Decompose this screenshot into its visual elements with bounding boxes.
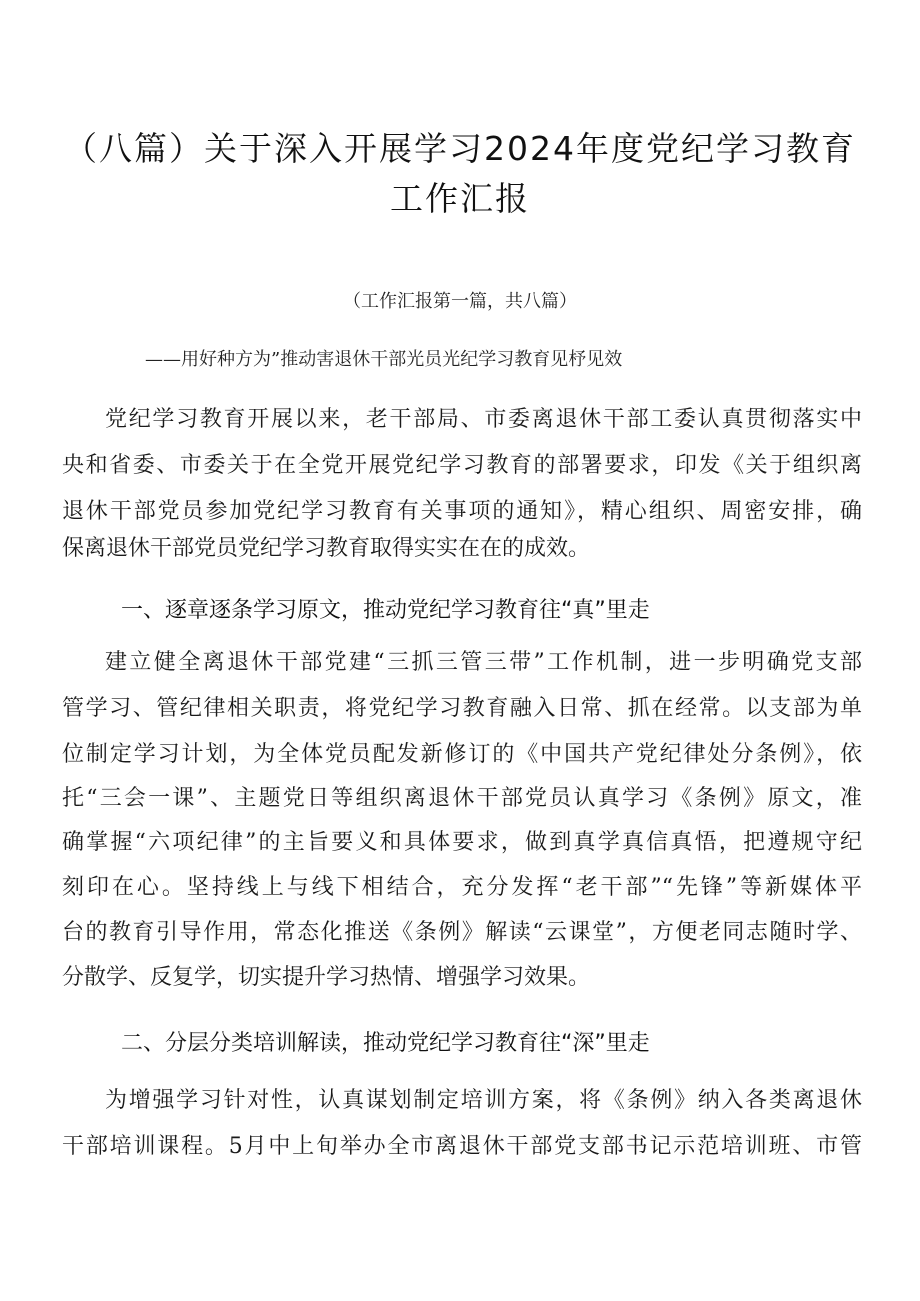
para3-line: 为增强学习针对性，认真谋划制定培训方案，将《条例》纳入各类离退休 xyxy=(105,1088,862,1113)
section-heading-2: 二、分层分类培训解读，推动党纪学习教育往“深”里走 xyxy=(121,1031,650,1056)
para2-line: 分散学、反复学，切实提升学习热情、增强学习效果。 xyxy=(62,965,591,990)
para2-line: 管学习、管纪律相关职责，将党纪学习教育融入日常、抓在经常。以支部为单 xyxy=(62,696,862,721)
para2-line: 建立健全离退休干部党建“三抓三管三带”工作机制，进一步明确党支部 xyxy=(105,650,862,675)
section-heading-1: 一、逐章逐条学习原文，推动党纪学习教育往“真”里走 xyxy=(121,598,650,623)
para2-line: 台的教育引导作用，常态化推送《条例》解读“云课堂”，方便老同志随时学、 xyxy=(62,920,862,945)
para2-line: 刻印在心。坚持线上与线下相结合，充分发挥“老干部”“先锋”等新媒体平 xyxy=(62,875,862,900)
document-title-line-1: （八篇）关于深入开展学习2024年度党纪学习教育 xyxy=(64,129,856,168)
para1-line: 党纪学习教育开展以来，老干部局、市委离退休干部工委认真贯彻落实中 xyxy=(105,407,862,432)
para1-line: 央和省委、市委关于在全党开展党纪学习教育的部署要求，印发《关于组织离 xyxy=(62,453,862,478)
document-subtitle: （工作汇报第一篇，共八篇） xyxy=(343,291,577,312)
document-title-line-2: 工作汇报 xyxy=(390,179,530,218)
para1-line: 保离退休干部党员党纪学习教育取得实实在在的成效。 xyxy=(62,536,591,561)
para2-line: 托“三会一课”、主题党日等组织离退休干部党员认真学习《条例》原文，准 xyxy=(62,786,862,811)
para1-line: 退休干部党员参加党纪学习教育有关事项的通知》，精心组织、周密安排，确 xyxy=(62,499,862,524)
para3-line: 干部培训课程。5月中上旬举办全市离退休干部党支部书记示范培训班、市管 xyxy=(62,1134,862,1159)
para2-line: 位制定学习计划，为全体党员配发新修订的《中国共产党纪律处分条例》，依 xyxy=(62,742,862,767)
para2-line: 确掌握“六项纪律”的主旨要义和具体要求，做到真学真信真悟，把遵规守纪 xyxy=(62,830,862,855)
document-dash-subtitle: ——用好种方为”推动害退休干部光员光纪学习教育见杼见效 xyxy=(145,349,623,370)
